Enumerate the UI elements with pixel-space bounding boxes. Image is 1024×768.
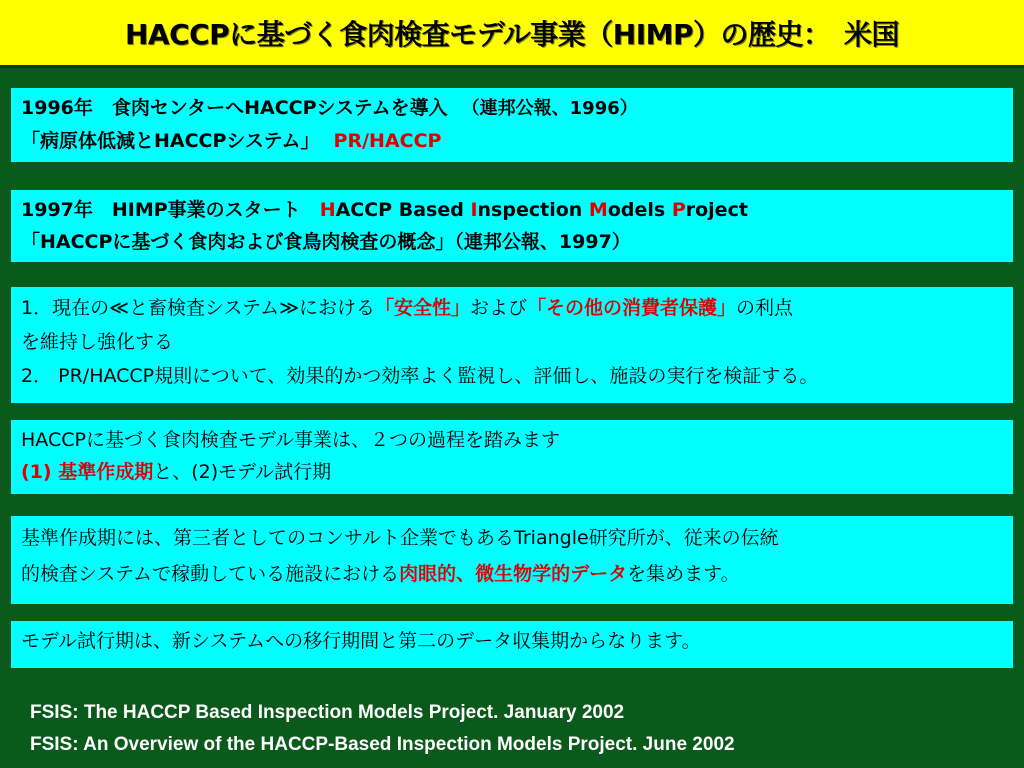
phases-list-line bbox=[21, 456, 1003, 488]
consumer-protection-highlight: 「その他の消費者保護」 bbox=[527, 297, 737, 319]
pr-haccp-title: 「病原体低減とHACCPシステム」 bbox=[21, 130, 320, 152]
acronym-letter-h: H bbox=[319, 199, 336, 221]
objective-1-line2: を維持し強化する bbox=[21, 331, 174, 353]
citation-1: FSIS: The HACCP Based Inspection Models Project. January 2002 bbox=[30, 702, 625, 723]
baseline-phase-end: を集めます。 bbox=[627, 563, 740, 585]
himp-concept-line: 「HACCPに基づく食肉および食鳥肉検査の概念」（連邦公報、1997） bbox=[21, 231, 631, 253]
data-type-highlight: 肉眼的、微生物学的データ bbox=[399, 563, 628, 585]
baseline-phase-line2 bbox=[21, 556, 1003, 592]
citation-2: FSIS: An Overview of the HACCP-Based Inspection Models Project. June 2002 bbox=[30, 734, 735, 755]
history-1996-reference: （連邦公報、1996） bbox=[461, 98, 638, 119]
acronym-word-inspection: nspection bbox=[477, 199, 589, 221]
objective-1-text: 1．現在の≪と畜検査システム≫における bbox=[21, 297, 375, 319]
baseline-phase-box bbox=[11, 516, 1013, 604]
history-1996-line1 bbox=[21, 92, 1003, 125]
model-phase-line: モデル試行期は、新システムへの移行期間と第二のデータ収集期からなります。 bbox=[21, 630, 701, 652]
acronym-letter-m: M bbox=[588, 199, 608, 221]
acronym-letter-i: I bbox=[470, 199, 478, 221]
acronym-word-project: roject bbox=[685, 199, 748, 221]
baseline-phase-text: 的検査システムで稼動している施設における bbox=[21, 563, 400, 585]
history-1997-line1 bbox=[21, 194, 1003, 226]
objective-1-benefits: の利点 bbox=[736, 297, 794, 319]
safety-highlight: 「安全性」 bbox=[374, 297, 470, 319]
baseline-phase-highlight: (1) 基準作成期 bbox=[21, 461, 154, 483]
history-1997-box bbox=[11, 190, 1013, 262]
slide-title: HACCPに基づく食肉検査モデル事業（HIMP）の歴史： 米国 bbox=[124, 17, 900, 51]
objective-2-line: 2． PR/HACCP規則について、効果的かつ効率よく監視し、評価し、施設の実行を検証する。 bbox=[21, 365, 819, 387]
himp-start-text: 1997年 HIMP事業のスタート bbox=[21, 199, 320, 221]
acronym-word-haccp: ACCP Based bbox=[335, 199, 471, 221]
slide-title-bar bbox=[0, 0, 1024, 68]
model-phase-text: と、(2)モデル試行期 bbox=[153, 461, 332, 483]
phases-intro-line: HACCPに基づく食肉検査モデル事業は、２つの過程を踏みます bbox=[21, 429, 560, 451]
model-phase-box bbox=[11, 621, 1013, 668]
acronym-letter-p: P bbox=[671, 199, 686, 221]
himp-phases-box bbox=[11, 420, 1013, 494]
pr-haccp-label: PR/HACCP bbox=[333, 130, 442, 152]
acronym-word-models: odels bbox=[607, 199, 672, 221]
objective-1-and: および bbox=[470, 297, 528, 319]
baseline-phase-line1: 基準作成期には、第三者としてのコンサルト企業でもあるTriangle研究所が、従来の伝統 bbox=[21, 527, 779, 549]
history-1996-line2 bbox=[21, 125, 1003, 157]
objective-1-line1 bbox=[21, 291, 1003, 325]
history-1996-box bbox=[11, 88, 1013, 162]
history-1996-text: 1996年 食肉センターへHACCPシステムを導入 bbox=[21, 97, 448, 119]
himp-objectives-box bbox=[11, 287, 1013, 403]
